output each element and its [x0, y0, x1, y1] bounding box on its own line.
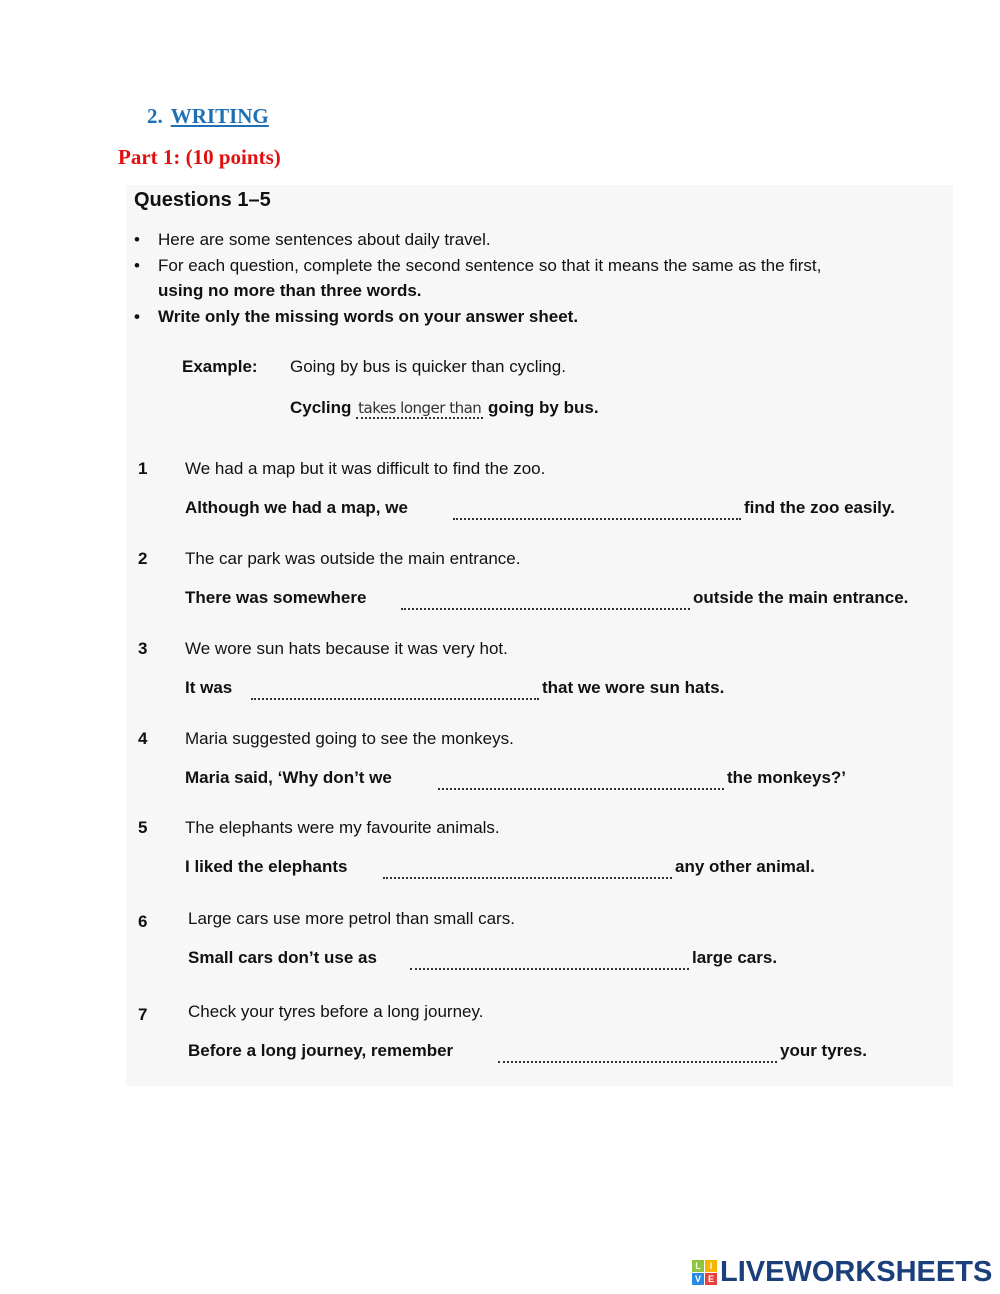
example-label: Example: — [182, 357, 258, 376]
example-answer-line — [290, 398, 599, 418]
section-title: WRITING — [170, 104, 269, 128]
question-number: 5 — [138, 818, 148, 837]
question-number: 7 — [138, 1005, 148, 1024]
instruction-text: For each question, complete the second sentence so that it means the same as the first, — [158, 256, 822, 275]
part-heading: Part 1: (10 points) — [118, 145, 281, 169]
question-after-blank: any other animal. — [675, 857, 815, 876]
question-before-blank: There was somewhere — [185, 588, 367, 607]
instruction-1: • Here are some sentences about daily travel. — [134, 230, 491, 249]
question-prompt: Check your tyres before a long journey. — [188, 1002, 484, 1021]
answer-input[interactable] — [410, 948, 689, 970]
section-heading — [147, 104, 269, 129]
question-after-blank: find the zoo easily. — [744, 498, 895, 517]
question-after-blank: that we wore sun hats. — [542, 678, 725, 697]
question-before-blank: Although we had a map, we — [185, 498, 408, 517]
question-number: 6 — [138, 912, 148, 931]
question-before-blank: I liked the elephants — [185, 857, 348, 876]
question-number: 1 — [138, 459, 148, 478]
logo-tile: E — [705, 1273, 717, 1285]
questions-heading: Questions 1–5 — [134, 189, 271, 211]
answer-input[interactable] — [251, 678, 539, 700]
question-number: 3 — [138, 639, 148, 658]
question-after-blank: large cars. — [692, 948, 778, 967]
logo-tiles-icon — [692, 1260, 717, 1285]
answer-input[interactable] — [498, 1041, 777, 1063]
question-before-blank: It was — [185, 678, 233, 697]
question-prompt: We wore sun hats because it was very hot. — [185, 639, 508, 658]
question-after-blank: outside the main entrance. — [693, 588, 909, 607]
question-before-blank: Before a long journey, remember — [188, 1041, 454, 1060]
instruction-text: Here are some sentences about daily travel. — [158, 230, 491, 249]
instruction-3: • Write only the missing words on your answer sheet. — [134, 307, 579, 326]
question-before-blank: Maria said, ‘Why don’t we — [185, 768, 392, 787]
question-number: 4 — [138, 729, 148, 748]
question-prompt: We had a map but it was difficult to find the zoo. — [185, 459, 546, 478]
instruction-2: • For each question, complete the second sentence so that it means the same as the first, — [134, 256, 822, 275]
liveworksheets-logo — [692, 1256, 992, 1289]
question-prompt: Large cars use more petrol than small cars. — [188, 909, 515, 928]
example-before: Cycling — [290, 398, 352, 417]
logo-tile: I — [705, 1260, 717, 1272]
question-before-blank: Small cars don’t use as — [188, 948, 377, 967]
question-prompt: Maria suggested going to see the monkeys. — [185, 729, 514, 748]
answer-input[interactable] — [383, 857, 672, 879]
example-answer: takes longer than — [358, 399, 482, 417]
answer-input[interactable] — [438, 768, 724, 790]
logo-tile: V — [692, 1273, 704, 1285]
instruction-text: Write only the missing words on your answer sheet. — [158, 307, 579, 326]
instruction-2-bold: using no more than three words. — [158, 281, 422, 300]
example-after: going by bus. — [488, 398, 599, 417]
question-after-blank: your tyres. — [780, 1041, 867, 1060]
answer-input[interactable] — [401, 588, 690, 610]
example-sentence: Going by bus is quicker than cycling. — [290, 357, 566, 376]
question-number: 2 — [138, 549, 148, 568]
question-after-blank: the monkeys?’ — [727, 768, 847, 787]
question-prompt: The car park was outside the main entrance. — [185, 549, 521, 568]
logo-text: LIVEWORKSHEETS — [720, 1256, 993, 1288]
section-number: 2. — [147, 104, 163, 128]
answer-input[interactable] — [453, 498, 741, 520]
logo-tile: L — [692, 1260, 704, 1272]
question-prompt: The elephants were my favourite animals. — [185, 818, 500, 837]
